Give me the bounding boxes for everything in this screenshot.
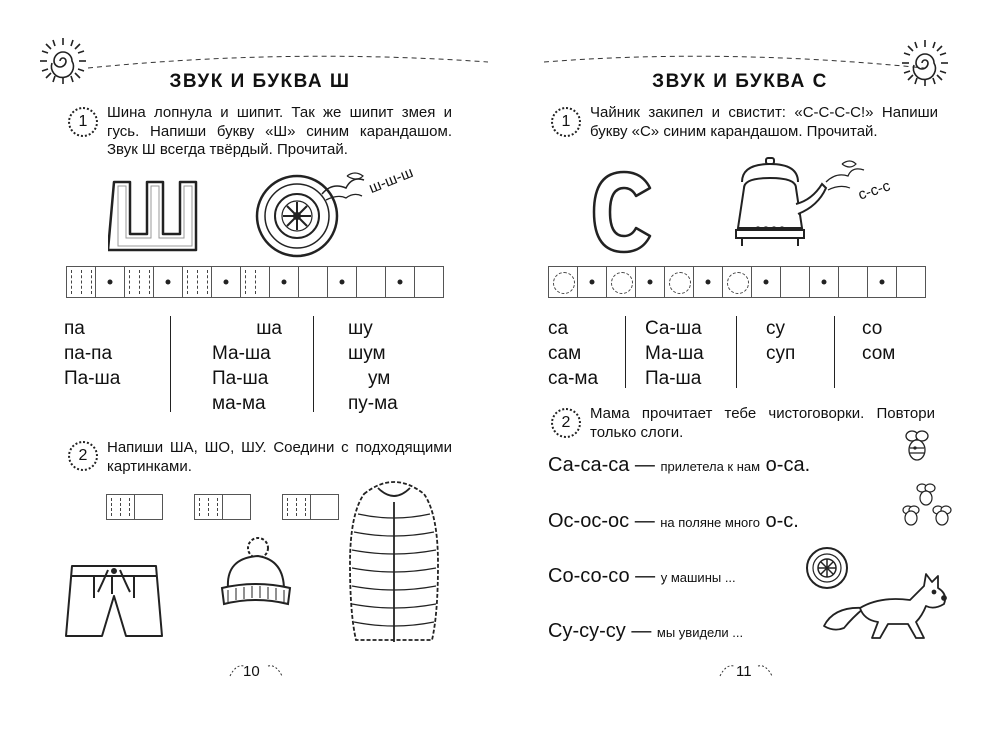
shorts-image: [64, 560, 164, 642]
writing-cells-shu: [282, 494, 338, 520]
page-number: 10: [243, 663, 260, 680]
rhyme-3: Со-со-со — у машины ...: [548, 565, 736, 587]
task-number-1: 1: [551, 107, 581, 137]
letter-sh-image: [108, 178, 204, 256]
sound-label: ш-ш-ш: [366, 163, 416, 198]
task-1-text: Шина лопнула и шипит. Так же шипит змея и гусь. Напиши букву «Ш» синим карандашом. Звук Ш всегда твёрдый. Прочитай.: [107, 104, 452, 158]
dashed-arc-divider: [88, 52, 488, 72]
rhyme-1: Са-са-са — прилетела к нам о-са.: [548, 454, 811, 476]
syllable-column-1: са сам са-ма: [548, 318, 599, 389]
task-1-text: Чайник закипел и свистит: «С-С-С-С!» Напиши букву «С» синим карандашом. Прочитай.: [590, 104, 938, 140]
writing-cells-row: [66, 266, 443, 298]
sound-label: с-с-с: [856, 177, 893, 204]
page-title: ЗВУК И БУКВА С: [652, 71, 828, 92]
letter-s-image: [588, 166, 660, 258]
kettle-image: [730, 152, 870, 252]
task-number-2: 2: [551, 408, 581, 438]
dashed-arc-divider: [544, 52, 924, 72]
winter-hat-image: [214, 536, 296, 612]
task-2-text: Напиши ША, ШО, ШУ. Соедини с подходящими картинками.: [107, 439, 452, 475]
syllable-column-4: со сом: [862, 318, 896, 364]
task-number-2: 2: [68, 441, 98, 471]
right-page: [500, 0, 1000, 733]
sun-icon: [38, 36, 88, 86]
writing-cells-sho: [194, 494, 250, 520]
sun-icon: [900, 38, 950, 88]
fox-image: [820, 568, 950, 644]
syllable-column-3: шу шум ум пу-ма: [348, 318, 398, 414]
fur-coat-image: [344, 474, 444, 648]
rhyme-4: Су-су-су — мы увидели ...: [548, 620, 744, 642]
page-number: 11: [736, 663, 752, 680]
task-2-text: Мама прочитает тебе чистоговорки. Повтори только слоги.: [590, 405, 935, 441]
rhyme-2: Ос-ос-ос — на поляне много о-с.: [548, 510, 799, 532]
syllable-column-1: па па-па Па-ша: [64, 318, 121, 389]
writing-cells-row: [548, 266, 925, 298]
syllable-column-3: су суп: [766, 318, 796, 364]
task-number-1: 1: [68, 107, 98, 137]
page-title: ЗВУК И БУКВА Ш: [169, 71, 351, 92]
syllable-column-2: ша Ма-ша Па-ша ма-ма: [212, 318, 282, 414]
syllable-column-2: Са-ша Ма-ша Па-ша: [645, 318, 704, 389]
writing-cells-sha: [106, 494, 162, 520]
